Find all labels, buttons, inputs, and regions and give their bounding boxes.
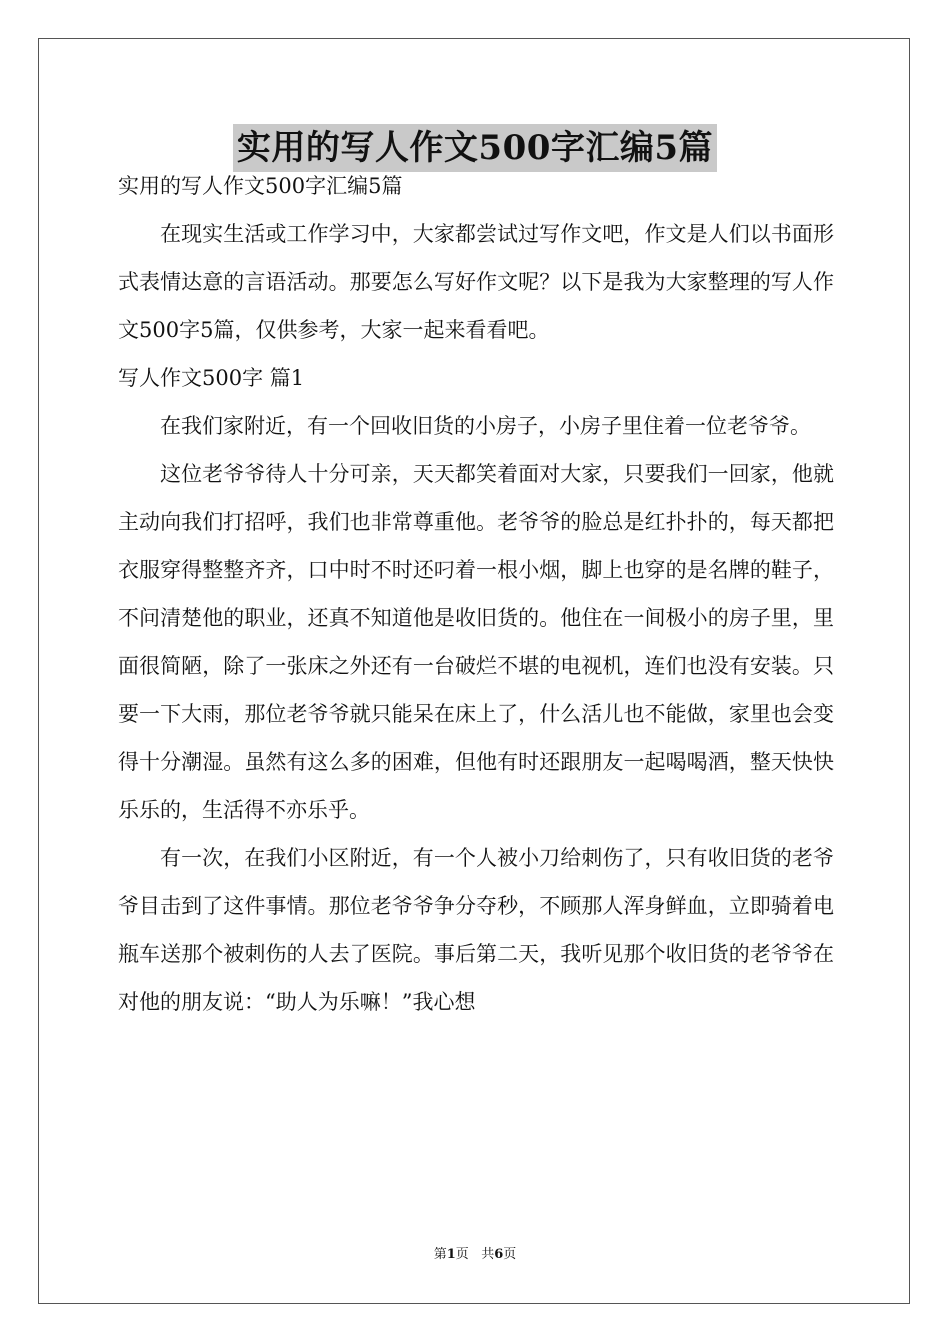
body-paragraph: 在我们家附近，有一个回收旧货的小房子，小房子里住着一位老爷爷。 [160,414,811,438]
section-heading: 写人作文500字 篇1 [118,366,305,390]
page-prefix: 第 [433,1247,447,1262]
body-paragraph: 有一次，在我们小区附近，有一个人被小刀给刺伤了，只有收旧货的老爷爷目击到了这件事情。那位老爷爷争分夺秒，不顾那人浑身鲜血，立即骑着电瓶车送那个被刺伤的人去了医院。事后第二天，我听见那个收旧货的老爷爷在对他的朋友说：“助人为乐嘛！”我心想 [118,846,834,1014]
document-body [118,162,834,1026]
document-subtitle: 实用的写人作文500字汇编5篇 [118,174,403,198]
page-number: 1 [446,1247,456,1262]
document-title-text: 实用的写人作文500字汇编5篇 [233,124,717,172]
total-pages: 6 [494,1247,504,1262]
body-paragraph: 这位老爷爷待人十分可亲，天天都笑着面对大家，只要我们一回家，他就主动向我们打招呼，我们也非常尊重他。老爷爷的脸总是红扑扑的，每天都把衣服穿得整整齐齐，口中时不时还叼着一根小烟，脚上也穿的是名牌的鞋子，不问清楚他的职业，还真不知道他是收旧货的。他住在一间极小的房子里，里面很简陋，除了一张床之外还有一台破烂不堪的电视机，连们也没有安装。只要一下大雨，那位老爷爷就只能呆在床上了，什么活儿也不能做，家里也会变得十分潮湿。虽然有这么多的困难，但他有时还跟朋友一起喝喝酒，整天快快乐乐的，生活得不亦乐乎。 [118,462,834,822]
page-footer [0,1245,950,1265]
page-suffix: 页 [455,1247,469,1262]
total-prefix: 共 [481,1247,495,1262]
total-suffix: 页 [503,1247,517,1262]
intro-paragraph: 在现实生活或工作学习中，大家都尝试过写作文吧，作文是人们以书面形式表情达意的言语活动。那要怎么写好作文呢？以下是我为大家整理的写人作文500字5篇，仅供参考，大家一起来看看吧。 [118,222,834,342]
